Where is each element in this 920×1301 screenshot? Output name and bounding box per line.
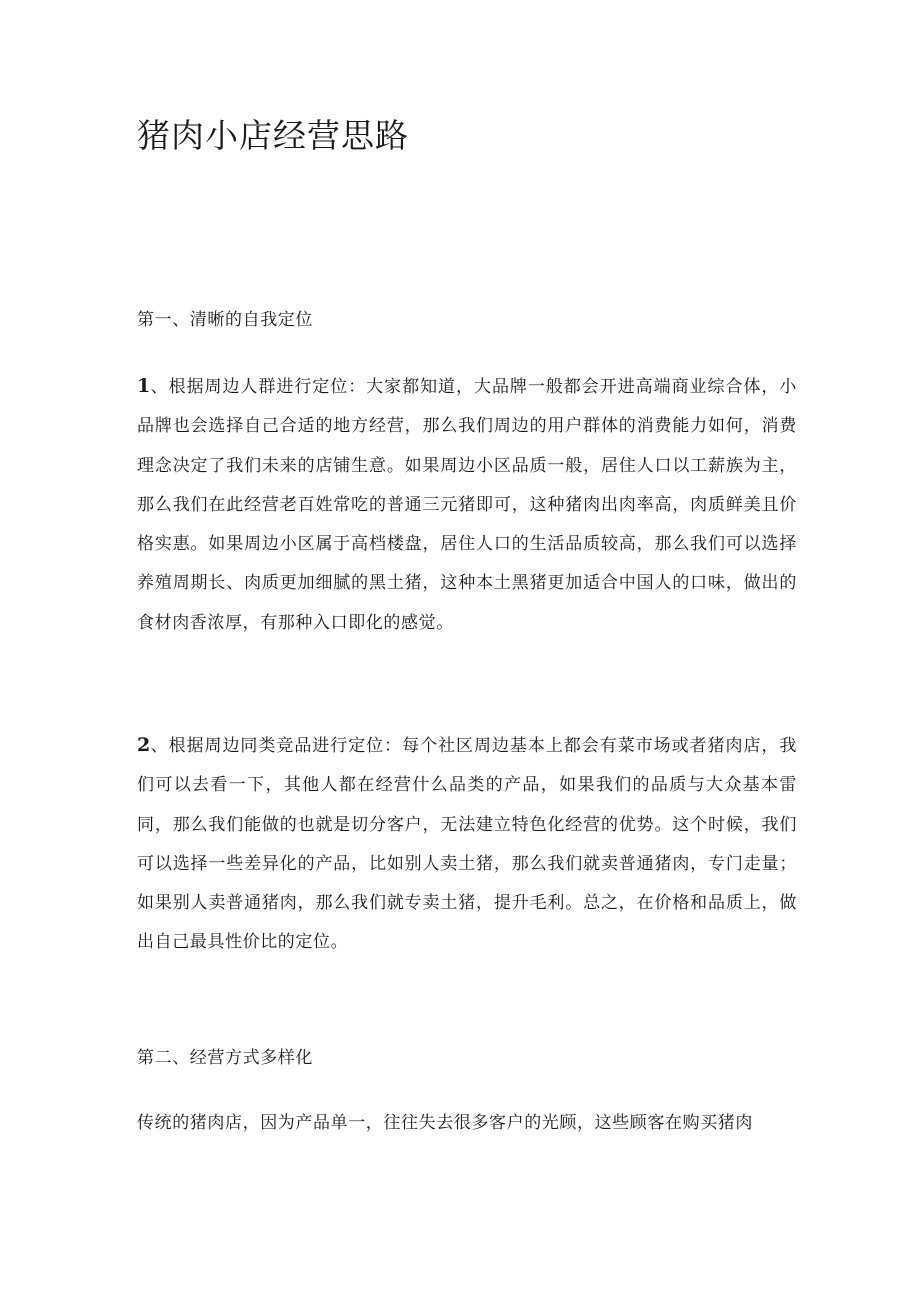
document-title: 猪肉小店经营思路	[137, 116, 409, 155]
paragraph-traditional-shop	[137, 1104, 797, 1143]
section-heading-positioning: 第一、清晰的自我定位	[137, 310, 313, 330]
paragraph-number: 2	[137, 734, 151, 756]
paragraph-crowd-positioning	[137, 367, 797, 643]
paragraph-competitor-positioning	[137, 726, 797, 963]
paragraph-text: 、根据周边同类竞品进行定位：每个社区周边基本上都会有菜市场或者猪肉店，我们可以去看一下，其他人都在经营什么品类的产品，如果我们的品质与大众基本雷同，那么我们能做的也就是切分客户，无法建立特色化经营的优势。这个时候，我们可以选择一些差异化的产品，比如别人卖土猪，那么我们就卖普通猪肉，专门走量；如果别人卖普通猪肉，那么我们就专卖土猪，提升毛利。总之，在价格和品质上，做出自己最具性价比的定位。	[137, 736, 797, 953]
section-heading-diversification: 第二、经营方式多样化	[137, 1048, 313, 1068]
paragraph-number: 1	[137, 375, 151, 397]
paragraph-text: 传统的猪肉店，因为产品单一，往往失去很多客户的光顾，这些顾客在购买猪肉	[137, 1113, 753, 1133]
paragraph-text: 、根据周边人群进行定位：大家都知道，大品牌一般都会开进高端商业综合体，小品牌也会选择自己合适的地方经营，那么我们周边的用户群体的消费能力如何，消费理念决定了我们未来的店铺生意。如果周边小区品质一般，居住人口以工薪族为主，那么我们在此经营老百姓常吃的普通三元猪即可，这种猪肉出肉率高，肉质鲜美且价格实惠。如果周边小区属于高档楼盘，居住人口的生活品质较高，那么我们可以选择养殖周期长、肉质更加细腻的黑土猪，这种本土黑猪更加适合中国人的口味，做出的食材肉香浓厚，有那种入口即化的感觉。	[137, 377, 797, 633]
